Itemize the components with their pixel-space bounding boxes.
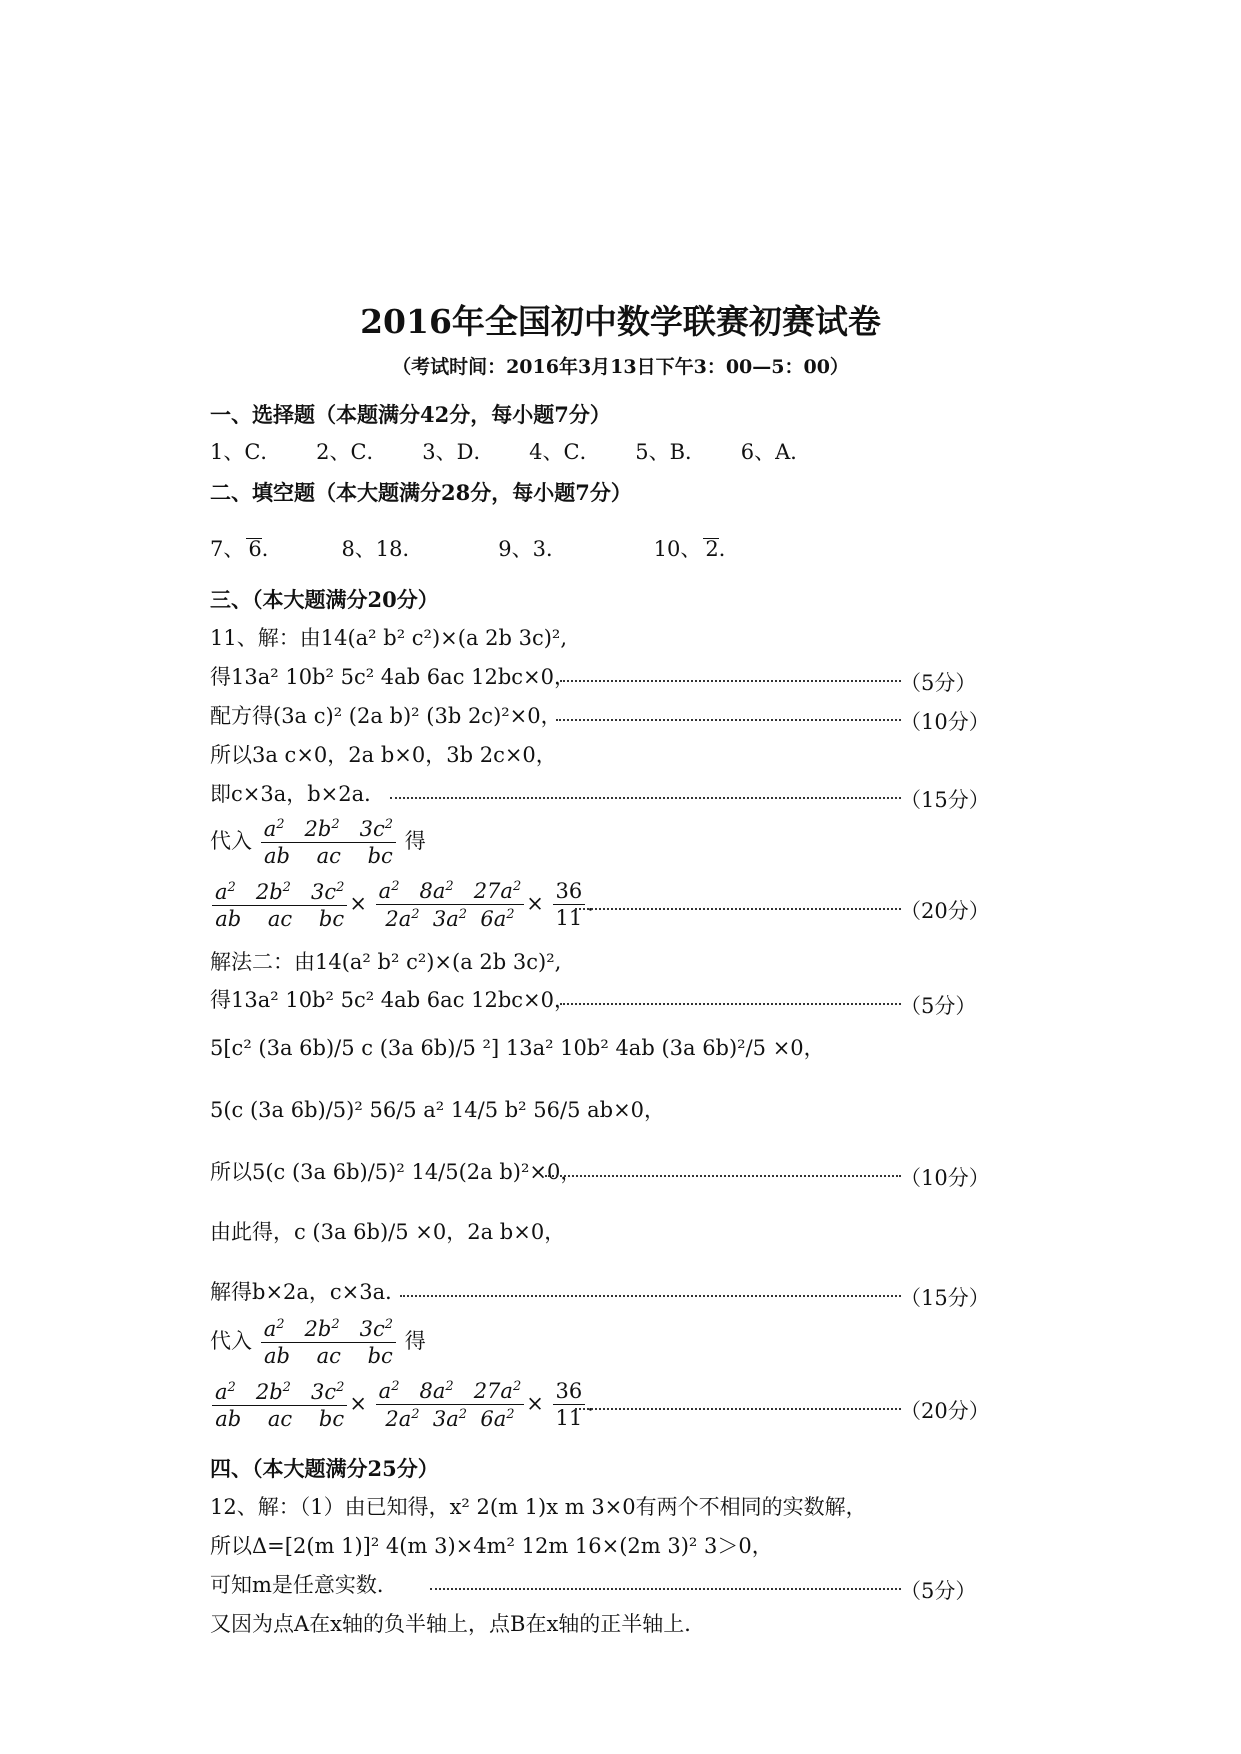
dot-leader (575, 1408, 901, 1410)
score: （15分） (900, 1286, 990, 1310)
dot-leader (400, 1295, 901, 1297)
dot-leader (390, 797, 901, 799)
q12-line-2: 所以Δ=[2(m 1)]² 4(m 3)×4m² 12m 16×(2m 3)² 3＞0， (210, 1534, 773, 1558)
q11-line-2: 得13a² 10b² 5c² 4ab 6ac 12bc×0， (210, 665, 576, 689)
score: （5分） (900, 1579, 977, 1603)
score: （10分） (900, 710, 990, 734)
answer-2: 2、C． (316, 440, 388, 464)
q11-method2-line-9: $\frac{a^2 2b^2 3c^2}{\text{ab ac bc}}$ × $\frac{a^2 8a^2 27a^2}{2a^2 3a^2 6a^2}$ × $\frac{36}{11}$ ． (210, 1380, 608, 1430)
dot-leader (575, 908, 901, 910)
sqrt-2: 2 (705, 537, 719, 561)
dot-leader (556, 719, 901, 721)
q11-method2-line-1: 解法二：由14(a² b² c²)×(a 2b 3c)², (210, 950, 562, 974)
sqrt-6: 6 (248, 537, 262, 561)
fill-answers: 7、 6． 8、18． 9、3． 10、 2． (210, 537, 740, 561)
dot-leader (560, 680, 901, 682)
answer-4: 4、C． (529, 440, 601, 464)
q11-line-3: 配方得(3a c)² (2a b)² (3b 2c)²×0， (210, 704, 562, 728)
q12-line-3: 可知m是任意实数． (210, 1573, 398, 1597)
page-title: 2016年全国初中数学联赛初赛试卷 (360, 302, 881, 341)
q11-line-6: 代入 $\frac{a^2 2b^2 3c^2}{\text{ab ac bc}}$ 得 (210, 817, 426, 868)
answer-3: 3、D． (422, 440, 495, 464)
answer-5: 5、B． (635, 440, 707, 464)
q11-method2-line-2: 得13a² 10b² 5c² 4ab 6ac 12bc×0， (210, 988, 576, 1012)
answer-1: 1、C． (210, 440, 282, 464)
q11-method2-line-4: 5(c (3a 6b)/5)² 56/5 a² 14/5 b² 56/5 ab×0， (210, 1098, 666, 1122)
q12-line-4: 又因为点A在x轴的负半轴上，点B在x轴的正半轴上． (210, 1612, 706, 1636)
score: （5分） (900, 994, 977, 1018)
score: （20分） (900, 1399, 990, 1423)
answer-9: 9、3． (498, 537, 567, 561)
exam-time: （考试时间：2016年3月13日下午3：00—5：00） (392, 356, 849, 378)
q11-method2-line-7: 解得b×2a，c×3a． (210, 1280, 407, 1304)
section-1-title: 一、选择题（本题满分42分，每小题7分） (210, 402, 611, 427)
q11-method2-line-8: 代入 $\frac{a^2 2b^2 3c^2}{\text{ab ac bc}}$ 得 (210, 1317, 426, 1368)
section-2-title: 二、填空题（本大题满分28分，每小题7分） (210, 480, 632, 505)
section-3-title: 三、（本大题满分20分） (210, 587, 439, 612)
q11-line-1: 11、解：由14(a² b² c²)×(a 2b 3c)², (210, 626, 568, 650)
q12-line-1: 12、解：（1）由已知得，x² 2(m 1)x m 3×0有两个不相同的实数解， (210, 1495, 867, 1519)
q11-line-5: 即c×3a，b×2a． (210, 782, 386, 806)
answer-6: 6、A． (740, 440, 812, 464)
q11-method2-line-5: 所以5(c (3a 6b)/5)² 14/5(2a b)²×0， (210, 1160, 582, 1184)
q11-method2-line-3: 5[c² (3a 6b)/5 c (3a 6b)/5 ²] 13a² 10b² 4ab (3a 6b)²/5 ×0， (210, 1036, 825, 1060)
score: （15分） (900, 788, 990, 812)
answer-8: 8、18． (341, 537, 424, 561)
score: （5分） (900, 671, 977, 695)
q11-method2-line-6: 由此得，c (3a 6b)/5 ×0，2a b×0， (210, 1220, 566, 1244)
section-4-title: 四、（本大题满分25分） (210, 1456, 439, 1481)
dot-leader (560, 1003, 901, 1005)
choice-answers (210, 442, 811, 463)
answer-7: 7、 (210, 537, 245, 561)
q11-line-7: $\frac{a^2 2b^2 3c^2}{\text{ab ac bc}}$ × $\frac{a^2 8a^2 27a^2}{2a^2 3a^2 6a^2}$ × $\frac{36}{11}$ ． (210, 880, 608, 930)
q11-line-4: 所以3a c×0，2a b×0，3b 2c×0， (210, 743, 557, 767)
answer-10: 10、 (653, 537, 702, 561)
dot-leader (430, 1588, 901, 1590)
score: （20分） (900, 899, 990, 923)
score: （10分） (900, 1166, 990, 1190)
dot-leader (545, 1175, 901, 1177)
